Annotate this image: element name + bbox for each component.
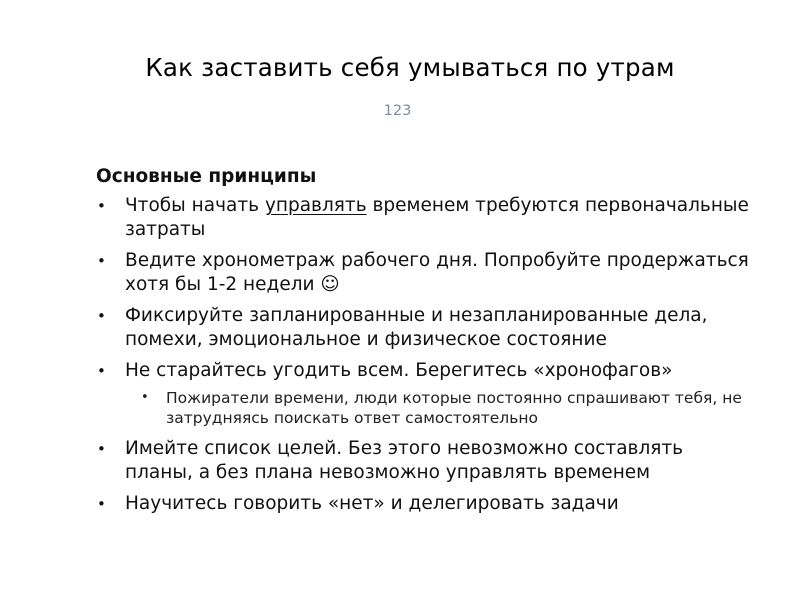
list-item-text: Научитесь говорить «нет» и делегировать задачи [125,493,619,514]
page-number: 123 [383,103,412,119]
list-item-text: Имейте список целей. Без этого невозможно составлять планы, а без плана невозможно управлять временем [125,438,684,483]
list-item-2 [96,249,756,297]
slide-title: Как заставить себя умываться по утрам [145,53,675,82]
list-item-text-start: Чтобы начать [125,195,265,216]
list-item-text: Не старайтесь угодить всем. Берегитесь «хронофагов» [125,360,673,381]
bullet-icon: • [97,440,106,458]
list-item-1 [96,194,756,242]
section-heading: Основные принципы [96,166,317,187]
bullet-icon: • [97,197,106,215]
sub-list-item-text: Пожиратели времени, люди которые постоянно спрашивают тебя, не затрудняясь поискать ответ самостоятельно [166,389,742,427]
list-item-5 [96,437,756,485]
principles-list [96,194,756,523]
list-item-4 [96,359,756,383]
bullet-icon: • [97,307,106,325]
sub-list-item [96,388,756,428]
list-item-text: Ведите хронометраж рабочего дня. Попробуйте продержаться хотя бы 1-2 недели ☺ [125,250,749,295]
underlined-word-link[interactable]: управлять [264,195,367,216]
sub-bullet-icon: • [141,390,149,405]
list-item-text-end: временем требуются первоначальные затраты [125,195,749,240]
bullet-icon: • [97,252,106,270]
list-item-6 [96,492,756,516]
bullet-icon: • [97,495,106,513]
bullet-icon: • [97,362,106,380]
list-item-3 [96,304,756,352]
list-item-text: Фиксируйте запланированные и незапланированные дела, помехи, эмоциональное и физическое состояние [125,305,708,350]
